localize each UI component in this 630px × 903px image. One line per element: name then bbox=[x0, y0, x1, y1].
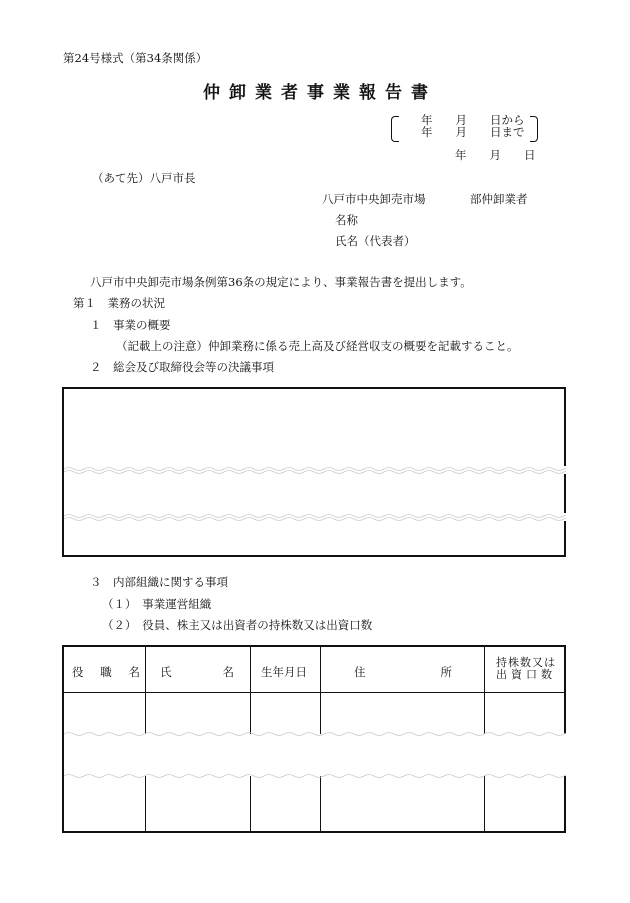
reporter-market: 八戸市中央卸売市場 bbox=[322, 192, 426, 206]
section3-sub2: （２） 役員、株主又は出資者の持株数又は出資口数 bbox=[102, 618, 373, 632]
section1-item2: ２ 総会及び取締役会等の決議事項 bbox=[90, 360, 274, 374]
section1-heading: 第１ 業務の状況 bbox=[73, 296, 165, 310]
table-row[interactable] bbox=[64, 777, 564, 831]
reporter-name-label: 名称 bbox=[335, 213, 358, 227]
period-from: 年 月 日から bbox=[421, 113, 525, 127]
reporter-representative-label: 氏名（代表者） bbox=[335, 234, 416, 248]
section3-item3: ３ 内部組織に関する事項 bbox=[90, 575, 228, 589]
table-header-shares: 持株数又は 出資口数 bbox=[496, 656, 556, 681]
addressee: （あて先）八戸市長 bbox=[92, 171, 196, 185]
reporter-role: 部仲卸業者 bbox=[470, 192, 528, 206]
period-to: 年 月 日まで bbox=[421, 125, 525, 139]
page-title: 仲卸業者事業報告書 bbox=[203, 83, 437, 103]
table-header-position: 役 職 名 bbox=[72, 665, 140, 679]
omission-band bbox=[64, 730, 566, 780]
omission-wave bbox=[64, 513, 566, 521]
period-bracket-left bbox=[391, 116, 399, 142]
intro-text: 八戸市中央卸売市場条例第36条の規定により、事業報告書を提出します。 bbox=[90, 275, 472, 289]
omission-wave bbox=[64, 466, 566, 474]
table-header-birthdate: 生年月日 bbox=[261, 665, 307, 679]
section1-item1: １ 事業の概要 bbox=[90, 318, 171, 332]
section1-note: （記載上の注意）仲卸業務に係る売上高及び経営収支の概要を記載すること。 bbox=[116, 339, 519, 353]
section3-sub1: （１） 事業運営組織 bbox=[102, 597, 212, 611]
report-date: 年 月 日 bbox=[455, 148, 536, 162]
table-header-address: 住 所 bbox=[354, 665, 452, 679]
form-number: 第24号様式（第34条関係） bbox=[63, 51, 208, 65]
table-header-name: 氏 名 bbox=[160, 665, 234, 679]
period-bracket-right bbox=[530, 116, 538, 142]
